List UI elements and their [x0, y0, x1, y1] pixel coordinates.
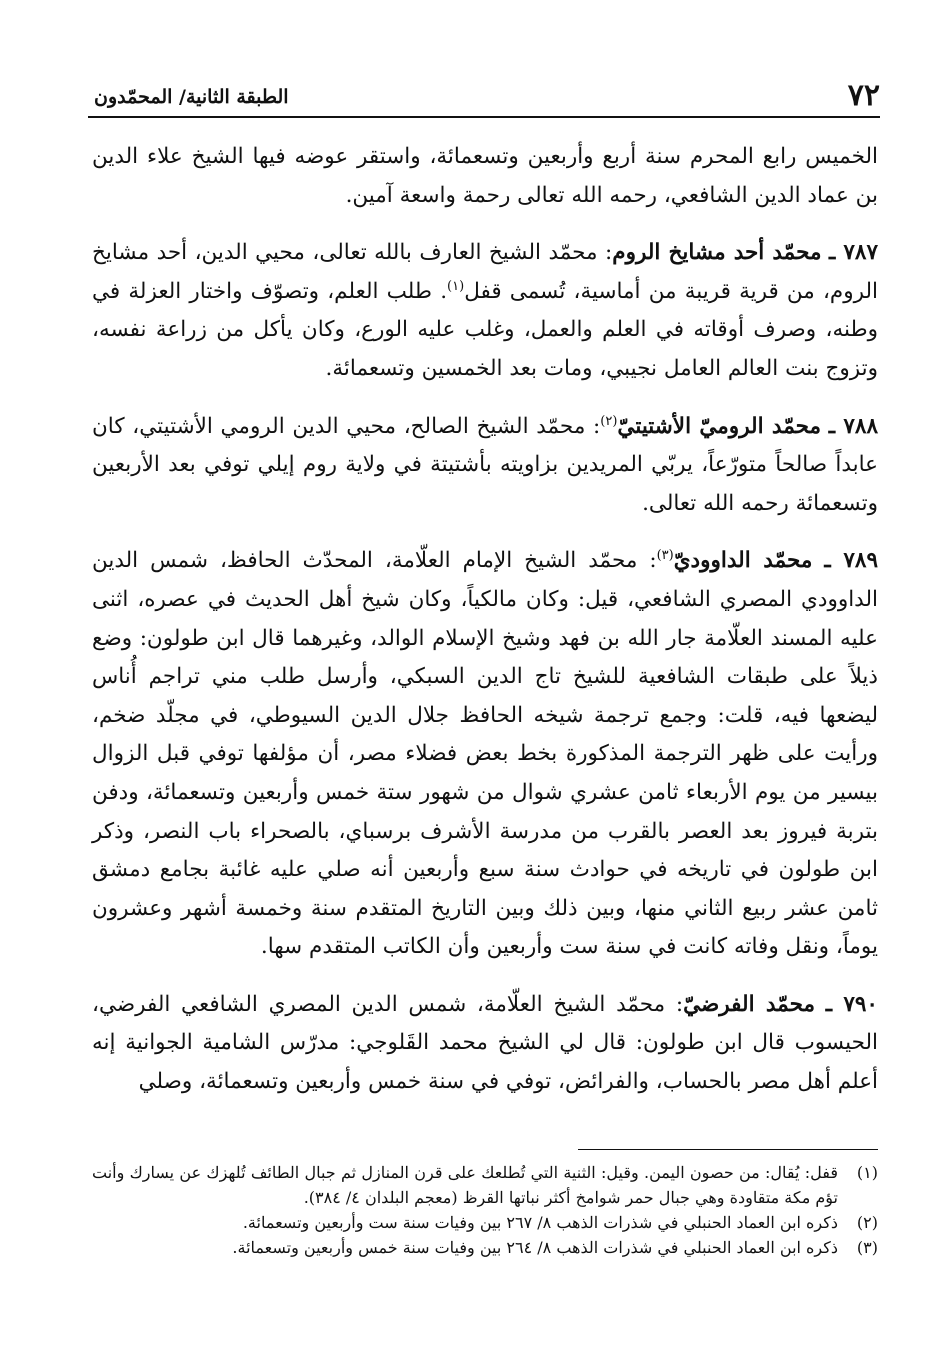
entry-787	[92, 234, 878, 388]
header-rule	[88, 116, 880, 118]
entry-text: . طلب العلم، وتصوّف واختار العزلة في وطنه، وصرف أوقاته في العلم والعمل، وغلب عليه الورع، وكان يأكل من زراعة نفسه، وتزوج بنت العالم العامل نجيبي، ومات بعد الخمسين وتسعمائة.	[92, 278, 878, 381]
footnote-text: قفل: يُقال: من حصون اليمن. وقيل: الثنية التي تُطلعك على قرن المنازل ثم جبال الطائف تُلهزك عن يسارك وأنت تؤم مكة متقاودة وهي جبال حمر شوامخ أكثر نباتها القرظ (معجم البلدان ٤/ ٣٨٤).	[92, 1163, 838, 1207]
footnote-number: (٢)	[856, 1213, 878, 1232]
footnote-2	[92, 1210, 878, 1235]
entry-number: ٧٨٧ ـ	[828, 240, 879, 266]
entry-text: : محمّد الشيخ الإمام العلّامة، المحدّث الحافظ، شمس الدين الداوودي المصري الشافعي، قيل: وكان مالكياً، وكان شيخ أهل الحديث في عصره، اثنى عليه المسند العلّامة جار الله بن فهد وشيخ الإسلام الوالد، وغيرهما قال ابن طولون: وضع ذيلاً على طبقات الشافعية للشيخ تاج الدين السبكي، وأرسل طلب مني تراجم أُناس ليضعها فيه، قلت: وجمع ترجمة شيخه الحافظ جلال الدين السيوطي، في مجلّد ضخم، ورأيت على ظهر الترجمة المذكورة بخط بعض فضلاء مصر، أن مؤلفها توفي قبل الزوال بيسير من يوم الأربعاء ثامن عشري شوال من شهور ستة خمس وأربعين وتسعمائة، ودفن بتربة فيروز بعد العصر بالقرب من مدرسة الأشرف برسباي، بالصحراء باب النصر، وذكر ابن طولون في تاريخه في حوادث سنة سبع وأربعين أنه صلي عليه غائبة بجامع دمشق ثامن عشر ربيع الثاني منها، وبين ذلك وبين التاريخ المتقدم سنة وخمسة أشهر وعشرون يوماً، ونقل وفاته كانت في سنة ست وأربعين وأن الكاتب المتقدم سها.	[92, 548, 878, 960]
footnote-number: (٣)	[856, 1238, 878, 1257]
footnote-ref: (١)	[447, 278, 465, 294]
entry-790	[92, 986, 878, 1102]
entry-heading: محمّد الداووديّ	[673, 548, 813, 574]
entry-788	[92, 408, 878, 524]
entry-heading: محمّد أحد مشايخ الروم	[612, 240, 822, 266]
footnote-text: ذكره ابن العماد الحنبلي في شذرات الذهب ٨/ ٢٦٧ بين وفيات سنة ست وأربعين وتسعمائة.	[242, 1213, 838, 1232]
footnote-rule	[578, 1149, 878, 1150]
entry-number: ٧٨٩ ـ	[824, 548, 878, 574]
continued-paragraph: الخميس رابع المحرم سنة أربع وأربعين وتسعمائة، واستقر عوضه فيها الشيخ علاء الدين بن عماد الدين الشافعي، رحمه الله تعالى رحمة واسعة آمين.	[92, 144, 878, 208]
footnote-3	[92, 1235, 878, 1260]
page-number: ٧٢	[847, 78, 880, 113]
entry-number: ٧٩٠ ـ	[825, 991, 878, 1017]
entry-heading: محمّد الفرضيّ	[683, 991, 815, 1017]
footnote-ref: (٢)	[600, 413, 618, 429]
entry-text: : محمّد الشيخ الصالح، محيي الدين الرومي الأشتيتي، كان عابداً صالحاً متورّعاً، يربّي المريدين بزاويته بأشتيتة في ولاية روم إيلي توفي بعد الأربعين وتسعمائة رحمه الله تعالى.	[92, 413, 878, 516]
footnote-ref: (٣)	[656, 548, 674, 564]
footnote-text: ذكره ابن العماد الحنبلي في شذرات الذهب ٨/ ٢٦٤ بين وفيات سنة خمس وأربعين وتسعمائة.	[232, 1238, 838, 1257]
entry-789	[92, 542, 878, 967]
entry-number: ٧٨٨ ـ	[828, 413, 878, 439]
footnote-1	[92, 1160, 878, 1210]
entry-text: : محمّد الشيخ العارف بالله تعالى، محيي الدين، أحد مشايخ الروم، من قرية قريبة من أماسية، تُسمى قفل	[92, 240, 879, 304]
footnotes	[92, 1160, 878, 1260]
page-header	[88, 78, 880, 118]
footnote-number: (١)	[856, 1163, 878, 1182]
entry-heading: محمّد الروميّ الأشتيتيّ	[617, 413, 822, 439]
entry-text: : محمّد الشيخ العلّامة، شمس الدين المصري الشافعي الفرضي، الحيسوب قال ابن طولون: قال لي الشيخ محمد القَلوجي: مدرّس الشامية الجوانية إنه أعلم أهل مصر بالحساب، والفرائض، توفي في سنة خمس وأربعين وتسعمائة، وصلي	[92, 991, 878, 1095]
running-title: الطبقة الثانية/ المحمّدون	[94, 86, 289, 108]
main-text	[92, 138, 878, 1121]
